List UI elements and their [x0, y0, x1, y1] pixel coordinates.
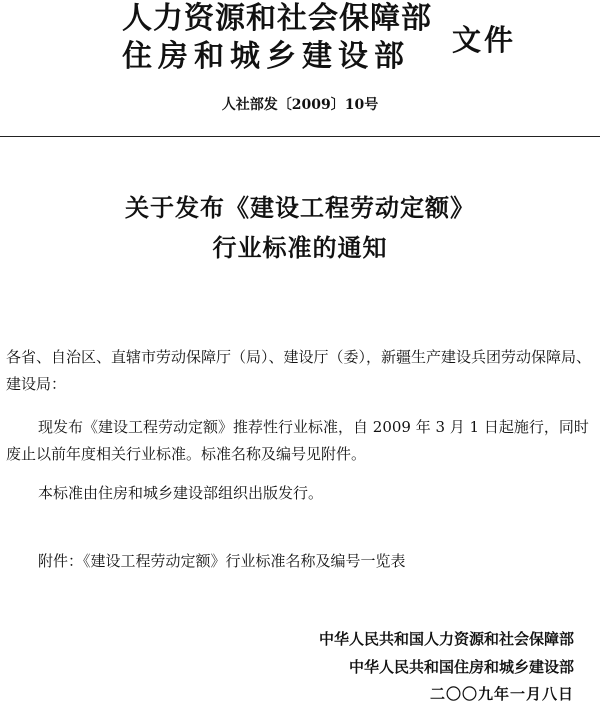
- signature-date: 二〇〇九年一月八日: [429, 685, 574, 703]
- document-type-label: 文件: [452, 23, 517, 57]
- document-number: 人社部发〔2009〕10号: [221, 97, 379, 113]
- signature-org-1: 中华人民共和国人力资源和社会保障部: [318, 630, 574, 648]
- document-title-line-2: 行业标准的通知: [212, 234, 388, 262]
- header-divider: [0, 136, 600, 137]
- document-title-line-1: 关于发布《建设工程劳动定额》: [125, 194, 475, 222]
- issuer-line-2: 住房和城乡建设部: [122, 39, 410, 74]
- issuer-line-1: 人力资源和社会保障部: [122, 1, 432, 36]
- attachment-line: 附件：《建设工程劳动定额》行业标准名称及编号一览表: [38, 552, 406, 570]
- body-paragraph-2: 本标准由住房和城乡建设部组织出版发行。: [38, 484, 324, 502]
- signature-org-2: 中华人民共和国住房和城乡建设部: [348, 658, 574, 676]
- addressees-paragraph: 各省、自治区、直辖市劳动保障厅（局）、建设厅（委），新疆生产建设兵团劳动保障局、建设局：: [6, 348, 592, 393]
- body-paragraph-1: 现发布《建设工程劳动定额》推荐性行业标准，自 2009 年 3 月 1 日起施行，同时废止以前年度相关行业标准。标准名称及编号见附件。: [6, 418, 589, 463]
